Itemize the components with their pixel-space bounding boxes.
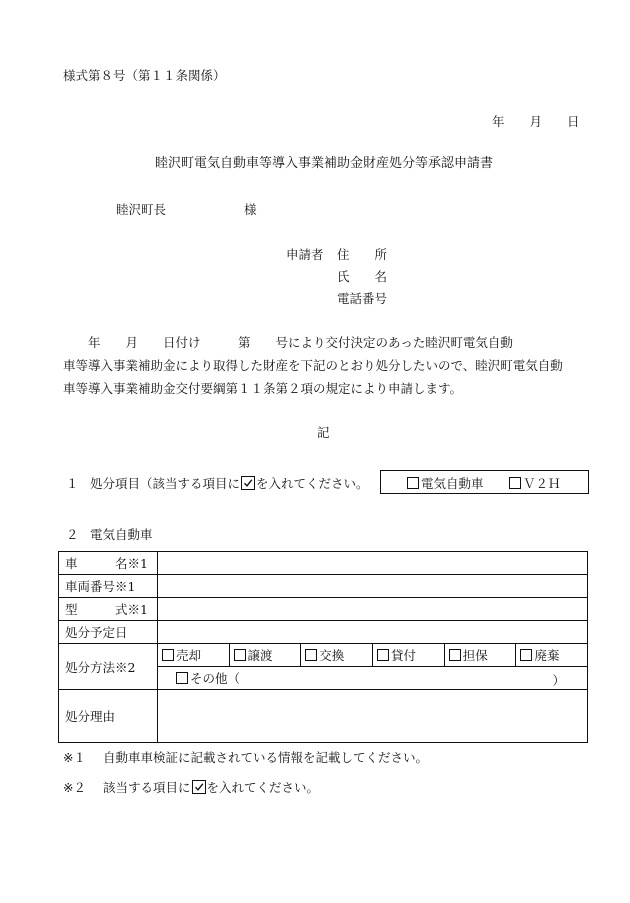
date-line: 年 月 日	[492, 114, 580, 129]
checkbox-icon[interactable]	[377, 649, 389, 661]
applicant-phone-label: 電話番号	[337, 291, 388, 306]
method-option-label: 貸付	[390, 648, 416, 663]
reason-label: 処分理由	[59, 690, 158, 743]
method-option-exchange[interactable]	[301, 644, 373, 666]
section1-text-before: 処分項目（該当する項目に	[90, 476, 241, 491]
method-option-transfer[interactable]	[229, 644, 301, 666]
section2-heading: 電気自動車	[90, 527, 153, 542]
method-options-cell	[158, 644, 588, 667]
checkbox-icon[interactable]	[407, 477, 419, 489]
model-label: 型 式※1	[59, 598, 158, 621]
car-number-field[interactable]	[158, 575, 588, 598]
method-option-lend[interactable]	[372, 644, 444, 666]
form-number: 様式第８号（第１１条関係）	[63, 68, 226, 83]
model-field[interactable]	[158, 598, 588, 621]
document-title: 睦沢町電気自動車等導入事業補助金財産処分等承認申請書	[155, 156, 494, 171]
applicant-address-label: 住 所	[337, 247, 388, 262]
addressee: 睦沢町長	[116, 202, 167, 217]
method-options	[158, 644, 587, 666]
note-1-mark: ※１	[63, 750, 86, 765]
method-option-label: 廃棄	[534, 648, 560, 663]
body-line-3: 車等導入事業補助金交付要綱第１１条第２項の規定により申請します。	[63, 381, 463, 396]
section1-number: １	[66, 476, 79, 491]
addressee-suffix: 様	[244, 202, 257, 217]
checkbox-icon[interactable]	[305, 649, 317, 661]
checkmark-icon	[241, 476, 255, 490]
method-option-dispose[interactable]	[516, 644, 587, 666]
method-option-label: 売却	[176, 648, 202, 663]
applicant-label: 申請者	[286, 247, 324, 262]
note-2-text-after: を入れてください。	[206, 780, 320, 795]
method-other-close: ）	[552, 673, 565, 688]
ki-heading: 記	[317, 425, 330, 440]
checkbox-icon[interactable]	[520, 649, 532, 661]
section2-number: ２	[66, 527, 79, 542]
option-v2h[interactable]	[509, 474, 561, 492]
note-2-text-before: 該当する項目に	[103, 780, 191, 795]
note-2-mark: ※２	[63, 780, 86, 795]
checkbox-icon[interactable]	[234, 649, 246, 661]
body-line-2: 車等導入事業補助金により取得した財産を下記のとおり処分したいので、睦沢町電気自動	[63, 358, 563, 373]
car-number-label: 車両番号※1	[59, 575, 158, 598]
table-row	[59, 621, 588, 644]
method-option-label: 交換	[319, 648, 345, 663]
option-electric-vehicle-label: 電気自動車	[421, 476, 484, 491]
car-name-label: 車 名※1	[59, 552, 158, 575]
note-1-text: 自動車車検証に記載されている情報を記載してください。	[103, 750, 429, 765]
table-row	[59, 552, 588, 575]
method-option-sell[interactable]	[158, 644, 229, 666]
body-line-1: 年 月 日付け 第 号により交付決定のあった睦沢町電気自動	[63, 335, 513, 350]
checkbox-icon[interactable]	[509, 477, 521, 489]
checkmark-icon	[192, 780, 206, 794]
checkbox-icon[interactable]	[176, 672, 188, 684]
applicant-name-label: 氏 名	[337, 269, 388, 284]
reason-field[interactable]	[158, 690, 588, 743]
option-electric-vehicle[interactable]	[407, 474, 484, 492]
table-row	[59, 575, 588, 598]
checkbox-icon[interactable]	[449, 649, 461, 661]
method-label: 処分方法※2	[59, 644, 158, 690]
method-other-label: その他（	[190, 671, 241, 686]
item-options-box	[380, 470, 589, 494]
note-2-text	[103, 778, 319, 796]
method-option-collateral[interactable]	[444, 644, 516, 666]
table-row	[59, 644, 588, 667]
car-name-field[interactable]	[158, 552, 588, 575]
checkbox-icon[interactable]	[162, 649, 174, 661]
table-row	[59, 598, 588, 621]
planned-date-field[interactable]	[158, 621, 588, 644]
section1-text	[90, 474, 369, 492]
table-row	[59, 690, 588, 743]
section1-text-after: を入れてください。	[256, 476, 369, 491]
option-v2h-label: Ｖ２Ｈ	[523, 476, 561, 491]
planned-date-label: 処分予定日	[59, 621, 158, 644]
vehicle-table	[58, 551, 588, 743]
method-option-label: 担保	[462, 648, 488, 663]
method-other-field[interactable]	[158, 667, 588, 690]
method-option-label: 譲渡	[247, 648, 273, 663]
